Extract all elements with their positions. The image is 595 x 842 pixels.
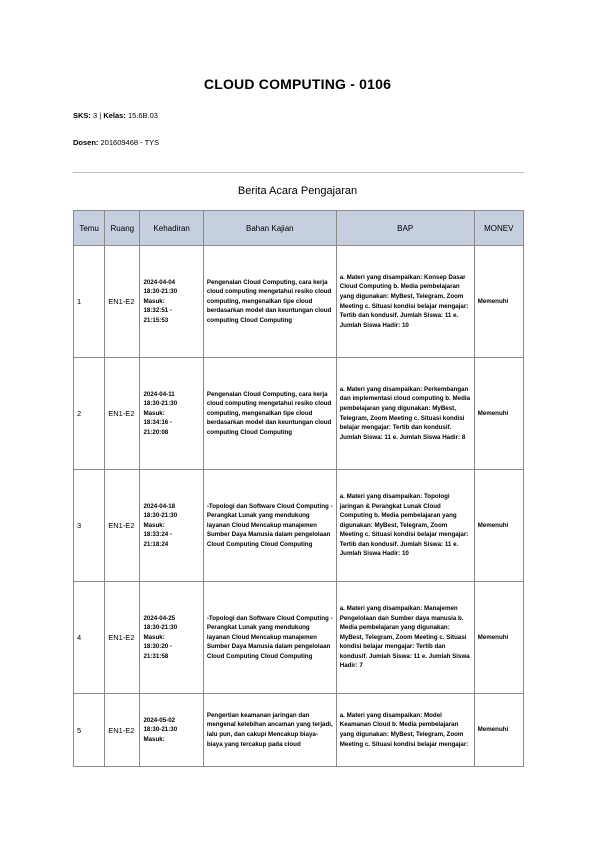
kehadiran-label: Masuk: (143, 409, 165, 417)
column-header-bahan-kajian: Bahan Kajian (203, 211, 336, 246)
kehadiran-label: Masuk: (143, 633, 165, 641)
cell-temu: 1 (74, 246, 105, 358)
kehadiran-schedule: 18:30-21:30 (143, 400, 178, 408)
kelas-value: 15.6B.03 (127, 111, 158, 120)
kehadiran-out: 21:15:53 (143, 316, 169, 324)
bahan-kajian-text: Pengertian keamanan jaringan dan mengenal kelebihan ancaman yang terjadi, lalu pun, dan cakupi Mencakup biaya-biaya yang tercakup pada cloud (206, 711, 333, 748)
kehadiran-label: Masuk: (143, 521, 165, 529)
cell-kehadiran (140, 470, 203, 582)
cell-ruang: EN1-E2 (105, 694, 140, 767)
kehadiran-date: 2024-04-25 (143, 614, 176, 622)
table-header-row (74, 211, 524, 246)
cell-ruang: EN1-E2 (105, 358, 140, 470)
kehadiran-in: 18:34:16 - (143, 419, 172, 427)
attendance-table (73, 210, 524, 767)
cell-ruang: EN1-E2 (105, 582, 140, 694)
cell-kehadiran (140, 582, 203, 694)
cell-monev: Memenuhi (474, 694, 523, 767)
column-header-ruang: Ruang (105, 211, 140, 246)
kehadiran-in: 18:32:51 - (143, 307, 172, 315)
cell-kehadiran (140, 246, 203, 358)
cell-bap: a. Materi yang disampaikan: Perkembangan dan implementasi cloud computing b. Media pembelajaran yang digunakan: MyBest, Telegram, Zoom Meeting c. Situasi kondisi belajar mengajar: Tertib dan kondusif. Jumlah Siswa: 11 e. Jumlah Siswa Hadir: 8 (336, 358, 474, 470)
kehadiran-date: 2024-04-04 (143, 278, 176, 286)
kehadiran-schedule: 18:30-21:30 (143, 288, 178, 296)
column-header-bap: BAP (336, 211, 474, 246)
table-row (74, 358, 524, 470)
column-header-kehadiran: Kehadiran (140, 211, 203, 246)
page-title: CLOUD COMPUTING - 0106 (203, 76, 392, 92)
meta-separator: | (99, 111, 102, 120)
kehadiran-in: 18:33:24 - (143, 531, 172, 539)
kehadiran-out: 21:20:08 (143, 428, 169, 436)
cell-monev: Memenuhi (474, 246, 523, 358)
lecturer-meta (73, 138, 159, 147)
dosen-label: Dosen: (73, 138, 99, 147)
cell-bap (336, 694, 474, 767)
cell-temu: 2 (74, 358, 105, 470)
kehadiran-schedule: 18:30-21:30 (143, 624, 178, 632)
table-row (74, 582, 524, 694)
section-title: Berita Acara Pengajaran (237, 185, 358, 197)
cell-ruang: EN1-E2 (105, 246, 140, 358)
kehadiran-out: 21:18:24 (143, 540, 169, 548)
sks-label: SKS: (73, 111, 91, 120)
kehadiran-label: Masuk: (143, 735, 165, 743)
kehadiran-schedule: 18:30-21:30 (143, 726, 178, 734)
course-meta (73, 111, 158, 120)
kehadiran-date: 2024-05-02 (143, 716, 176, 724)
cell-temu: 5 (74, 694, 105, 767)
kelas-label: Kelas: (103, 111, 126, 120)
cell-temu: 3 (74, 470, 105, 582)
kehadiran-label: Masuk: (143, 297, 165, 305)
cell-monev: Memenuhi (474, 358, 523, 470)
cell-bap: a. Materi yang disampaikan: Konsep Dasar Cloud Computing b. Media pembelajaran yang digunakan: MyBest, Telegram, Zoom Meeting c. Situasi kondisi belajar mengajar: Tertib dan kondusif. Jumlah Siswa: 11 e. Jumlah Siswa Hadir: 10 (336, 246, 474, 358)
sks-value: 3 (93, 111, 98, 120)
column-header-temu: Temu (74, 211, 105, 246)
kehadiran-date: 2024-04-11 (143, 390, 175, 398)
cell-monev: Memenuhi (474, 582, 523, 694)
table-row (74, 246, 524, 358)
cell-bahan-kajian: Pengenalan Cloud Computing, cara kerja cloud computing mengetahui resiko cloud computing, mengenalkan tipe cloud berdasarkan model dan keuntungan cloud computing Cloud Computing (203, 358, 336, 470)
cell-bahan-kajian: -Topologi dan Software Cloud Computing - Perangkat Lunak yang mendukung layanan Cloud Mencakup manajemen Sumber Daya Manusia dalam pengelolaan Cloud Computing Cloud Computing (203, 582, 336, 694)
bap-text: a. Materi yang disampaikan: Model Keamanan Cloud b. Media pembelajaran yang digunakan: MyBest, Telegram, Zoom Meeting c. Situasi kondisi belajar mengajar: (339, 711, 469, 748)
cell-temu: 4 (74, 582, 105, 694)
dosen-value: 201609468 - TYS (100, 138, 160, 147)
kehadiran-schedule: 18:30-21:30 (143, 512, 178, 520)
table-row (74, 470, 524, 582)
cell-ruang: EN1-E2 (105, 470, 140, 582)
column-header-monev: MONEV (474, 211, 523, 246)
cell-bahan-kajian: Pengenalan Cloud Computing, cara kerja cloud computing mengetahui resiko cloud computing, mengenalkan tipe cloud berdasarkan model dan keuntungan cloud computing Cloud Computing (203, 246, 336, 358)
cell-bap: a. Materi yang disampaikan: Manajemen Pengelolaan dan Sumber daya manusia b. Media pembelajaran yang digunakan: MyBest, Telegram, Zoom Meeting c. Situasi kondisi belajar mengajar: Tertib dan kondusif. Jumlah Siswa: 11 e. Jumlah Siswa Hadir: 7 (336, 582, 474, 694)
cell-bahan-kajian (203, 694, 336, 767)
cell-bap: a. Materi yang disampaikan: Topologi jaringan & Perangkat Lunak Cloud Computing b. Media pembelajaran yang digunakan: MyBest, Telegram, Zoom Meeting c. Situasi kondisi belajar mengajar: Tertib dan kondusif. Jumlah Siswa: 11 e. Jumlah Siswa Hadir: 10 (336, 470, 474, 582)
kehadiran-out: 21:31:58 (143, 652, 169, 660)
table-row (74, 694, 524, 767)
kehadiran-date: 2024-04-18 (143, 502, 176, 510)
divider (73, 172, 524, 173)
cell-kehadiran (140, 358, 203, 470)
cell-bahan-kajian: -Topologi dan Software Cloud Computing - Perangkat Lunak yang mendukung layanan Cloud Mencakup manajemen Sumber Daya Manusia dalam pengelolaan Cloud Computing Cloud Computing (203, 470, 336, 582)
cell-monev: Memenuhi (474, 470, 523, 582)
cell-kehadiran (140, 694, 203, 767)
kehadiran-in: 18:30:20 - (143, 643, 172, 651)
